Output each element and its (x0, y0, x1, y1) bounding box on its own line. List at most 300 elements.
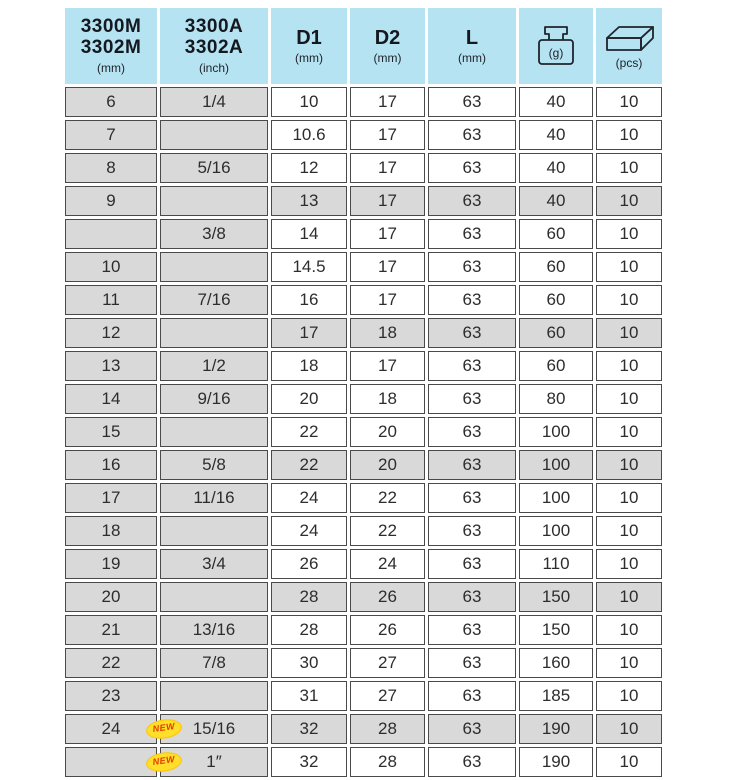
table-header (65, 8, 662, 84)
cell-value: 100 (541, 521, 571, 540)
table-row (65, 615, 662, 645)
cell-value: 28 (299, 620, 319, 639)
cell-inch (160, 120, 268, 150)
cell-d1 (271, 252, 347, 282)
table-row (65, 747, 662, 777)
cell-d1 (271, 714, 347, 744)
cell-value: 9/16 (197, 389, 231, 408)
cell-l (428, 681, 516, 711)
cell-mm (65, 252, 157, 282)
cell-l (428, 186, 516, 216)
cell-weight (519, 153, 593, 183)
cell-value: 60 (546, 356, 566, 375)
cell-value: 17 (378, 356, 397, 375)
table-row (65, 87, 662, 117)
cell-mm (65, 648, 157, 678)
metric-unit: (mm) (97, 61, 125, 76)
cell-d1 (271, 516, 347, 546)
cell-weight (519, 417, 593, 447)
cell-value: 7/16 (197, 290, 231, 309)
cell-value: 16 (101, 455, 121, 474)
cell-d1 (271, 351, 347, 381)
cell-value: 23 (101, 686, 121, 705)
cell-value: 60 (546, 257, 566, 276)
cell-value: 10 (619, 422, 639, 441)
table-row (65, 285, 662, 315)
cell-value: 15/16 (192, 719, 236, 738)
cell-d2 (350, 648, 425, 678)
cell-value: 10 (619, 587, 639, 606)
cell-mm (65, 120, 157, 150)
cell-value: 26 (378, 587, 397, 606)
cell-mm (65, 153, 157, 183)
cell-qty (596, 747, 662, 777)
cell-value: 100 (541, 422, 571, 441)
cell-value: 40 (546, 191, 566, 210)
cell-weight (519, 549, 593, 579)
cell-l (428, 450, 516, 480)
cell-l (428, 648, 516, 678)
cell-value: 17 (101, 488, 121, 507)
metric-model-1: 3300M (80, 15, 142, 37)
cell-qty (596, 681, 662, 711)
table-row (65, 219, 662, 249)
cell-inch (160, 186, 268, 216)
cell-d1 (271, 747, 347, 777)
cell-inch (160, 615, 268, 645)
cell-l (428, 549, 516, 579)
cell-value: 1/2 (202, 356, 226, 375)
cell-inch (160, 681, 268, 711)
cell-qty (596, 483, 662, 513)
cell-d1 (271, 120, 347, 150)
cell-weight (519, 582, 593, 612)
cell-value: 63 (462, 356, 482, 375)
cell-d2 (350, 120, 425, 150)
cell-l (428, 285, 516, 315)
table-row (65, 384, 662, 414)
cell-value: 63 (462, 686, 482, 705)
l-label: L (465, 26, 479, 49)
cell-value: 63 (462, 422, 482, 441)
table-row (65, 549, 662, 579)
header-d1 (271, 8, 347, 84)
cell-value: 22 (101, 653, 121, 672)
cell-d2 (350, 417, 425, 447)
cell-value: 27 (378, 686, 397, 705)
cell-weight (519, 186, 593, 216)
cell-qty (596, 384, 662, 414)
cell-inch (160, 450, 268, 480)
cell-value: 100 (541, 488, 571, 507)
cell-inch (151, 714, 268, 744)
cell-qty (596, 714, 662, 744)
cell-d2 (350, 351, 425, 381)
cell-value: 10 (619, 521, 639, 540)
cell-value: 11/16 (193, 488, 235, 507)
cell-weight (519, 252, 593, 282)
cell-value: 12 (101, 323, 121, 342)
cell-value: 10 (619, 125, 639, 144)
table-row (65, 417, 662, 447)
cell-value: 63 (462, 653, 482, 672)
metric-model-2: 3302M (80, 36, 142, 58)
table-row (65, 186, 662, 216)
cell-value: 10 (619, 224, 639, 243)
cell-inch (160, 417, 268, 447)
cell-qty (596, 219, 662, 249)
cell-value: 22 (378, 488, 397, 507)
cell-value: 110 (542, 554, 570, 573)
cell-value: 12 (299, 158, 319, 177)
cell-value: 32 (299, 719, 319, 738)
cell-value: 63 (462, 257, 482, 276)
cell-value: 31 (299, 686, 319, 705)
cell-d1 (271, 285, 347, 315)
cell-value: 28 (299, 587, 319, 606)
cell-d2 (350, 318, 425, 348)
cell-value: 17 (378, 257, 397, 276)
cell-value: 32 (299, 752, 319, 771)
cell-value: 63 (462, 719, 482, 738)
cell-weight (519, 318, 593, 348)
cell-inch (160, 483, 268, 513)
cell-inch (160, 549, 268, 579)
cell-qty (596, 549, 662, 579)
cell-value: 40 (546, 125, 566, 144)
header-d2 (350, 8, 425, 84)
cell-inch (160, 252, 268, 282)
cell-value: 5/8 (202, 455, 226, 474)
header-metric-models (65, 8, 157, 84)
cell-l (428, 219, 516, 249)
cell-mm (65, 384, 157, 414)
cell-mm (65, 450, 157, 480)
cell-value: 63 (462, 620, 482, 639)
cell-d2 (350, 219, 425, 249)
cell-value: 5/16 (197, 158, 231, 177)
inch-model-2: 3302A (184, 36, 244, 58)
cell-weight (519, 351, 593, 381)
cell-d2 (350, 615, 425, 645)
cell-qty (596, 120, 662, 150)
header-length (428, 8, 516, 84)
cell-value: 17 (378, 158, 397, 177)
cell-value: 63 (462, 488, 482, 507)
cell-d1 (271, 450, 347, 480)
cell-value: 24 (101, 719, 121, 738)
cell-value: 10 (619, 191, 639, 210)
cell-value: 8 (106, 158, 116, 177)
cell-weight (519, 285, 593, 315)
cell-value: 14.5 (292, 257, 326, 276)
weight-icon (533, 24, 579, 68)
cell-mm (65, 186, 157, 216)
table-row (65, 516, 662, 546)
cell-value: 150 (541, 587, 571, 606)
cell-value: 14 (101, 389, 121, 408)
cell-qty (596, 648, 662, 678)
cell-inch (160, 87, 268, 117)
cell-value: 60 (546, 323, 566, 342)
cell-l (428, 252, 516, 282)
cell-value: 20 (378, 422, 397, 441)
cell-value: 14 (299, 224, 319, 243)
cell-d2 (350, 747, 425, 777)
cell-value: 13 (101, 356, 121, 375)
cell-weight (519, 516, 593, 546)
cell-value: 18 (378, 389, 397, 408)
cell-weight (519, 681, 593, 711)
cell-mm (65, 285, 157, 315)
cell-value: 10 (619, 653, 639, 672)
cell-inch (160, 648, 268, 678)
cell-value: 13 (299, 191, 319, 210)
cell-l (428, 351, 516, 381)
cell-value: 7/8 (202, 653, 226, 672)
l-unit: (mm) (458, 50, 486, 65)
cell-mm (65, 219, 157, 249)
table-row (65, 351, 662, 381)
d1-unit: (mm) (295, 50, 323, 65)
cell-value: 1/4 (202, 92, 226, 111)
cell-mm (65, 417, 157, 447)
header-row (65, 8, 662, 84)
cell-value: 150 (541, 620, 571, 639)
cell-d2 (350, 681, 425, 711)
inch-unit: (inch) (198, 61, 229, 76)
cell-value: 10 (619, 257, 639, 276)
cell-value: 100 (541, 455, 571, 474)
cell-value: 28 (378, 719, 397, 738)
cell-value: 6 (106, 92, 116, 111)
cell-qty (596, 615, 662, 645)
cell-value: 10 (619, 488, 639, 507)
cell-value: 10 (619, 455, 639, 474)
cell-inch (151, 747, 268, 777)
cell-d2 (350, 582, 425, 612)
cell-value: 17 (378, 290, 397, 309)
cell-value: 40 (546, 158, 566, 177)
cell-qty (596, 87, 662, 117)
header-quantity (596, 8, 662, 84)
cell-value: 13/16 (192, 620, 236, 639)
cell-inch (160, 384, 268, 414)
cell-mm (65, 87, 157, 117)
cell-d2 (350, 186, 425, 216)
cell-l (428, 318, 516, 348)
cell-value: 11 (102, 290, 120, 309)
cell-value: 63 (462, 125, 482, 144)
cell-value: 80 (546, 389, 566, 408)
cell-d1 (271, 549, 347, 579)
cell-value: 17 (378, 92, 397, 111)
cell-d1 (271, 582, 347, 612)
cell-l (428, 483, 516, 513)
cell-qty (596, 252, 662, 282)
cell-weight (519, 87, 593, 117)
cell-value: 10 (619, 92, 639, 111)
cell-mm (65, 549, 157, 579)
cell-l (428, 714, 516, 744)
cell-value: 63 (462, 92, 482, 111)
cell-l (428, 384, 516, 414)
cell-weight (519, 219, 593, 249)
cell-weight (519, 747, 593, 777)
cell-value: 63 (462, 290, 482, 309)
cell-value: 19 (101, 554, 121, 573)
cell-mm (65, 615, 157, 645)
cell-inch (160, 219, 268, 249)
cell-l (428, 516, 516, 546)
cell-value: 22 (299, 422, 319, 441)
cell-value: 63 (462, 455, 482, 474)
cell-value: 10 (619, 752, 639, 771)
table-row (65, 648, 662, 678)
table-row (65, 582, 662, 612)
cell-l (428, 87, 516, 117)
cell-value: 27 (378, 653, 397, 672)
cell-value: 28 (378, 752, 397, 771)
cell-mm (65, 582, 157, 612)
table-row (65, 252, 662, 282)
cell-d1 (271, 483, 347, 513)
cell-value: 24 (299, 488, 319, 507)
cell-value: 63 (462, 752, 482, 771)
cell-value: 20 (299, 389, 319, 408)
cell-inch (160, 318, 268, 348)
cell-value: 30 (299, 653, 319, 672)
cell-d1 (271, 384, 347, 414)
header-inch-models (160, 8, 268, 84)
cell-mm (65, 483, 157, 513)
cell-d2 (350, 384, 425, 414)
cell-value: 40 (546, 92, 566, 111)
cell-value: 10.6 (292, 125, 326, 144)
cell-value: 18 (101, 521, 121, 540)
cell-value: 26 (378, 620, 397, 639)
cell-value: 18 (299, 356, 319, 375)
cell-value: 10 (101, 257, 121, 276)
table-body (65, 87, 662, 777)
cell-l (428, 615, 516, 645)
cell-value: 10 (619, 686, 639, 705)
cell-value: 3/8 (202, 224, 226, 243)
cell-d1 (271, 219, 347, 249)
cell-value: 10 (619, 158, 639, 177)
cell-d2 (350, 516, 425, 546)
table-row (65, 153, 662, 183)
cell-inch (160, 351, 268, 381)
cell-mm (65, 714, 157, 744)
cell-value: 22 (299, 455, 319, 474)
d1-label: D1 (296, 26, 322, 49)
cell-d1 (271, 417, 347, 447)
new-badge: NEW (145, 717, 183, 741)
cell-inch (160, 516, 268, 546)
cell-inch (160, 582, 268, 612)
cell-mm (65, 516, 157, 546)
cell-qty (596, 417, 662, 447)
table-row (65, 318, 662, 348)
cell-mm (65, 747, 157, 777)
cell-l (428, 582, 516, 612)
cell-value: 63 (462, 554, 482, 573)
cell-d2 (350, 87, 425, 117)
cell-qty (596, 153, 662, 183)
cell-value: 10 (619, 323, 639, 342)
table-row (65, 120, 662, 150)
cell-value: 7 (106, 125, 116, 144)
table-row (65, 681, 662, 711)
cell-inch (160, 153, 268, 183)
table-row (65, 483, 662, 513)
cell-value: 17 (378, 224, 397, 243)
cell-weight (519, 648, 593, 678)
new-badge: NEW (145, 750, 183, 774)
cell-weight (519, 483, 593, 513)
cell-d1 (271, 648, 347, 678)
cell-l (428, 747, 516, 777)
cell-d1 (271, 681, 347, 711)
header-weight (519, 8, 593, 84)
socket-spec-table (62, 5, 665, 780)
cell-weight (519, 450, 593, 480)
cell-value: 16 (299, 290, 319, 309)
cell-d2 (350, 450, 425, 480)
cell-value: 17 (299, 323, 319, 342)
cell-value: 10 (619, 389, 639, 408)
weight-unit: (g) (548, 46, 564, 60)
cell-value: 190 (541, 752, 571, 771)
cell-value: 63 (462, 587, 482, 606)
cell-value: 10 (619, 290, 639, 309)
cell-value: 1″ (206, 752, 222, 771)
cell-mm (65, 681, 157, 711)
cell-qty (596, 351, 662, 381)
cell-value: 60 (546, 290, 566, 309)
cell-qty (596, 285, 662, 315)
cell-value: 63 (462, 158, 482, 177)
cell-value: 63 (462, 521, 482, 540)
box-icon (601, 23, 657, 53)
cell-value: 10 (619, 719, 639, 738)
cell-l (428, 120, 516, 150)
cell-qty (596, 450, 662, 480)
cell-d2 (350, 714, 425, 744)
cell-d1 (271, 615, 347, 645)
cell-d2 (350, 483, 425, 513)
cell-l (428, 417, 516, 447)
cell-d2 (350, 252, 425, 282)
inch-model-1: 3300A (184, 15, 244, 37)
cell-d1 (271, 186, 347, 216)
cell-value: 15 (101, 422, 121, 441)
cell-value: 63 (462, 224, 482, 243)
cell-value: 185 (541, 686, 571, 705)
cell-value: 160 (541, 653, 571, 672)
cell-d2 (350, 153, 425, 183)
cell-value: 60 (546, 224, 566, 243)
cell-qty (596, 582, 662, 612)
cell-value: 20 (101, 587, 121, 606)
cell-weight (519, 615, 593, 645)
cell-qty (596, 186, 662, 216)
cell-weight (519, 120, 593, 150)
cell-mm (65, 351, 157, 381)
quantity-unit: (pcs) (615, 55, 643, 70)
cell-weight (519, 384, 593, 414)
